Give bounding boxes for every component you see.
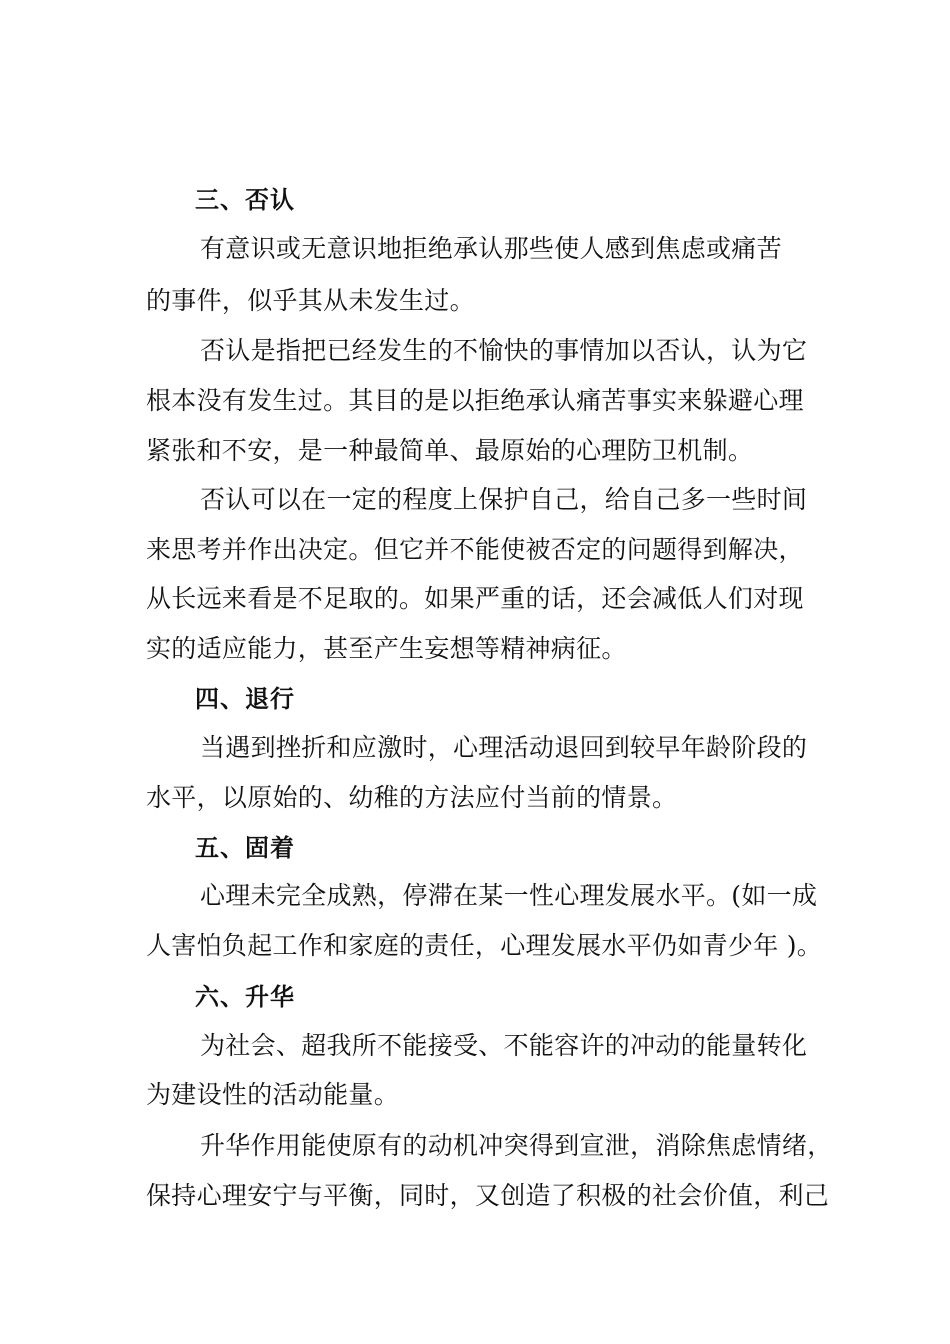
paragraph-line: 否认是指把已经发生的不愉快的事情加以否认，认为它	[200, 336, 808, 365]
paragraph-line: 否认可以在一定的程度上保护自己，给自己多一些时间	[200, 485, 808, 514]
paragraph-line: 紧张和不安，是一种最简单、最原始的心理防卫机制。	[146, 436, 754, 465]
paragraph-line: 实的适应能力，甚至产生妄想等精神病征。	[146, 634, 627, 663]
section-heading-regression: 四、退行	[195, 685, 295, 713]
paragraph-line: 人害怕负起工作和家庭的责任，心理发展水平仍如青少年 )。	[146, 931, 823, 960]
paragraph-line: 来思考并作出决定。但它并不能使被否定的问题得到解决，	[146, 535, 804, 564]
section-heading-sublimation: 六、升华	[195, 983, 295, 1011]
section-heading-denial: 三、否认	[195, 186, 295, 214]
paragraph-line: 从长远来看是不足取的。如果严重的话，还会减低人们对现	[146, 584, 804, 613]
paragraph-line: 根本没有发生过。其目的是以拒绝承认痛苦事实来躲避心理	[146, 386, 804, 415]
section-heading-fixation: 五、固着	[195, 834, 295, 862]
paragraph-line: 当遇到挫折和应激时，心理活动退回到较早年龄阶段的	[200, 733, 808, 762]
paragraph-line: 的事件，似乎其从未发生过。	[146, 286, 475, 315]
paragraph-line: 为建设性的活动能量。	[146, 1080, 400, 1109]
paragraph-line: 心理未完全成熟，停滞在某一性心理发展水平。(如一成	[200, 881, 818, 910]
paragraph-line: 保持心理安宁与平衡，同时，又创造了积极的社会价值，利己	[146, 1181, 830, 1210]
paragraph-line: 水平，以原始的、幼稚的方法应付当前的情景。	[146, 783, 678, 812]
paragraph-line: 升华作用能使原有的动机冲突得到宣泄，消除焦虑情绪，	[200, 1131, 833, 1160]
paragraph-line: 为社会、超我所不能接受、不能容许的冲动的能量转化	[200, 1031, 808, 1060]
paragraph-line: 有意识或无意识地拒绝承认那些使人感到焦虑或痛苦	[200, 234, 782, 263]
